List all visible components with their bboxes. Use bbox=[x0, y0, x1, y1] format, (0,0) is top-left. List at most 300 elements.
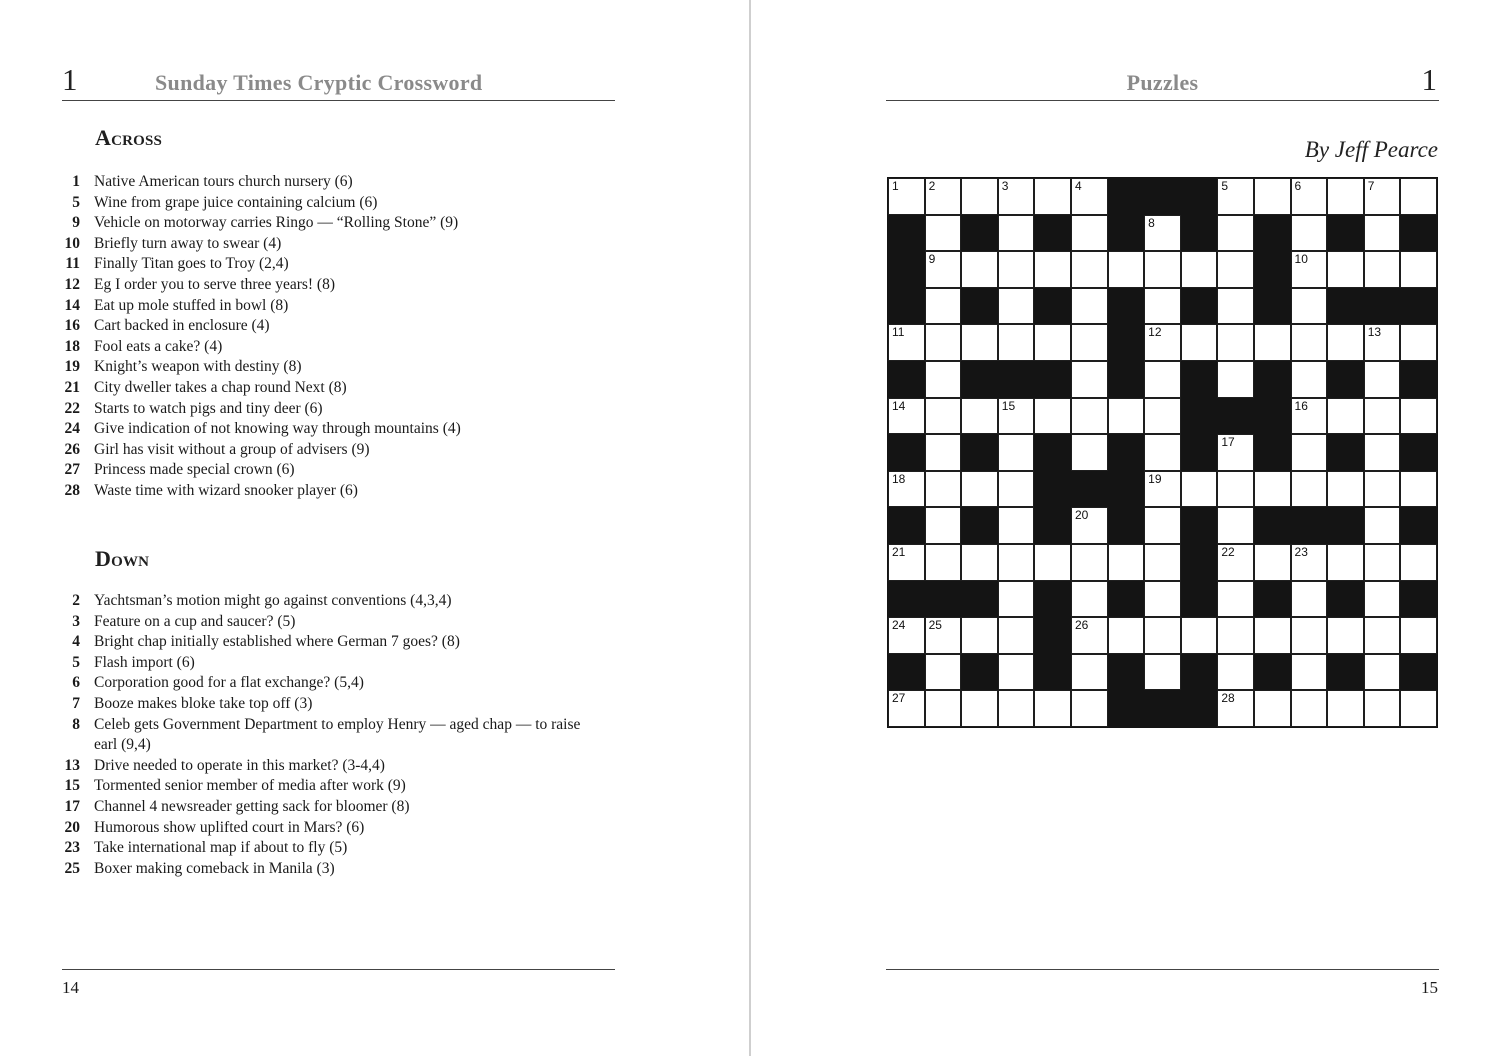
clue-text: Corporation good for a flat exchange? (5,4) bbox=[94, 674, 364, 692]
clue-text: Tormented senior member of media after work (9) bbox=[94, 777, 406, 795]
grid-block bbox=[1364, 288, 1401, 325]
grid-block bbox=[1034, 654, 1071, 691]
grid-cell[interactable] bbox=[1254, 617, 1291, 654]
clue-text: Yachtsman’s motion might go against conventions (4,3,4) bbox=[94, 592, 452, 609]
grid-block bbox=[1144, 690, 1181, 727]
grid-cell[interactable] bbox=[998, 178, 1035, 215]
grid-cell[interactable] bbox=[925, 434, 962, 471]
grid-block bbox=[1254, 581, 1291, 618]
grid-cell[interactable] bbox=[1291, 178, 1328, 215]
grid-block bbox=[1034, 581, 1071, 618]
grid-cell[interactable] bbox=[925, 324, 962, 361]
grid-cell[interactable] bbox=[925, 361, 962, 398]
cell-clue-number: 16 bbox=[1294, 398, 1308, 413]
grid-cell[interactable] bbox=[1144, 215, 1181, 252]
grid-cell[interactable] bbox=[998, 617, 1035, 654]
grid-cell[interactable] bbox=[1364, 361, 1401, 398]
grid-cell[interactable] bbox=[1034, 398, 1071, 435]
grid-block bbox=[1181, 288, 1218, 325]
grid-cell[interactable] bbox=[1217, 690, 1254, 727]
grid-block bbox=[1217, 398, 1254, 435]
grid-cell[interactable] bbox=[925, 288, 962, 325]
grid-cell[interactable] bbox=[1217, 324, 1254, 361]
clue-number: 22 bbox=[64, 399, 80, 417]
grid-cell[interactable] bbox=[1071, 507, 1108, 544]
clue-number: 13 bbox=[64, 756, 80, 774]
clue-number: 11 bbox=[65, 255, 80, 273]
grid-cell[interactable] bbox=[1071, 690, 1108, 727]
grid-cell[interactable] bbox=[925, 215, 962, 252]
grid-cell[interactable] bbox=[1327, 544, 1364, 581]
clue-number: 14 bbox=[64, 296, 80, 314]
grid-cell[interactable] bbox=[1254, 178, 1291, 215]
cell-clue-number: 22 bbox=[1221, 544, 1235, 559]
clue-number: 10 bbox=[64, 234, 80, 252]
grid-block bbox=[888, 434, 925, 471]
grid-cell[interactable] bbox=[1144, 251, 1181, 288]
clue-text: Celeb gets Government Department to employ Henry — aged chap — to raise earl (9,4) bbox=[94, 715, 581, 754]
grid-cell[interactable] bbox=[1071, 617, 1108, 654]
clue-number: 7 bbox=[72, 694, 80, 712]
grid-block bbox=[888, 581, 925, 618]
grid-block bbox=[1034, 434, 1071, 471]
cell-clue-number: 20 bbox=[1074, 508, 1089, 523]
cell-clue-number: 14 bbox=[892, 398, 906, 413]
grid-cell[interactable] bbox=[1144, 471, 1181, 508]
cell-clue-number: 10 bbox=[1294, 252, 1308, 267]
grid-cell[interactable] bbox=[1291, 324, 1328, 361]
grid-block bbox=[1108, 434, 1145, 471]
grid-cell[interactable] bbox=[1034, 178, 1071, 215]
clue-item bbox=[62, 694, 602, 715]
cell-clue-number: 2 bbox=[928, 179, 936, 193]
grid-cell[interactable] bbox=[998, 324, 1035, 361]
clue-number: 27 bbox=[64, 461, 80, 479]
grid-cell[interactable] bbox=[1217, 654, 1254, 691]
grid-cell[interactable] bbox=[1108, 617, 1145, 654]
grid-cell[interactable] bbox=[925, 617, 962, 654]
grid-cell[interactable] bbox=[998, 654, 1035, 691]
grid-cell[interactable] bbox=[1400, 324, 1437, 361]
clue-text: Princess made special crown (6) bbox=[94, 461, 295, 479]
grid-cell[interactable] bbox=[925, 251, 962, 288]
clue-item bbox=[62, 296, 602, 317]
grid-cell[interactable] bbox=[1254, 544, 1291, 581]
grid-cell[interactable] bbox=[1364, 617, 1401, 654]
clue-number: 19 bbox=[64, 358, 80, 376]
grid-cell[interactable] bbox=[1181, 617, 1218, 654]
grid-cell[interactable] bbox=[1291, 288, 1328, 325]
grid-block bbox=[1108, 654, 1145, 691]
grid-cell[interactable] bbox=[1327, 617, 1364, 654]
grid-cell[interactable] bbox=[1217, 215, 1254, 252]
grid-cell[interactable] bbox=[1291, 215, 1328, 252]
grid-cell[interactable] bbox=[1181, 251, 1218, 288]
setter-byline: By Jeff Pearce bbox=[1304, 137, 1438, 162]
grid-block bbox=[1181, 434, 1218, 471]
grid-block bbox=[888, 507, 925, 544]
grid-block bbox=[1327, 215, 1364, 252]
grid-cell[interactable] bbox=[1400, 690, 1437, 727]
grid-cell[interactable] bbox=[888, 471, 925, 508]
grid-cell[interactable] bbox=[1217, 471, 1254, 508]
clue-text: Knight’s weapon with destiny (8) bbox=[94, 358, 302, 376]
clue-text: Finally Titan goes to Troy (2,4) bbox=[94, 255, 289, 273]
grid-cell[interactable] bbox=[1364, 178, 1401, 215]
cell-clue-number: 6 bbox=[1294, 179, 1302, 193]
grid-block bbox=[1254, 434, 1291, 471]
grid-block bbox=[1108, 471, 1145, 508]
grid-cell[interactable] bbox=[998, 507, 1035, 544]
clue-text: Eg I order you to serve three years! (8) bbox=[94, 275, 336, 293]
clue-item bbox=[62, 172, 602, 193]
grid-block bbox=[961, 288, 998, 325]
grid-cell[interactable] bbox=[1144, 324, 1181, 361]
grid-block bbox=[1400, 215, 1437, 252]
cell-clue-number: 15 bbox=[1001, 398, 1016, 413]
grid-cell[interactable] bbox=[961, 471, 998, 508]
grid-cell[interactable] bbox=[1400, 471, 1437, 508]
clue-text: City dweller takes a chap round Next (8) bbox=[94, 378, 347, 396]
grid-cell[interactable] bbox=[1400, 617, 1437, 654]
grid-block bbox=[961, 507, 998, 544]
grid-cell[interactable] bbox=[1364, 654, 1401, 691]
clue-text: Give indication of not knowing way through mountains (4) bbox=[94, 420, 461, 438]
grid-block bbox=[888, 251, 925, 288]
grid-block bbox=[925, 581, 962, 618]
cell-clue-number: 27 bbox=[892, 691, 906, 706]
grid-cell[interactable] bbox=[998, 581, 1035, 618]
clue-item bbox=[62, 612, 602, 633]
grid-cell[interactable] bbox=[961, 690, 998, 727]
clue-number: 17 bbox=[64, 797, 80, 815]
grid-block bbox=[1108, 690, 1145, 727]
grid-cell[interactable] bbox=[1291, 581, 1328, 618]
clue-text: Briefly turn away to swear (4) bbox=[94, 234, 282, 252]
running-head-title: Sunday Times Cryptic Crossword bbox=[155, 70, 483, 95]
grid-cell[interactable] bbox=[925, 690, 962, 727]
cell-clue-number: 12 bbox=[1148, 325, 1162, 340]
grid-cell[interactable] bbox=[961, 617, 998, 654]
clue-text: Fool eats a cake? (4) bbox=[94, 337, 223, 355]
grid-cell[interactable] bbox=[1144, 398, 1181, 435]
clue-text: Wine from grape juice containing calcium (6) bbox=[94, 193, 378, 211]
grid-cell[interactable] bbox=[1364, 215, 1401, 252]
clue-item bbox=[62, 859, 602, 880]
grid-cell[interactable] bbox=[1217, 434, 1254, 471]
clue-item bbox=[62, 653, 602, 674]
clue-item bbox=[62, 673, 602, 694]
grid-cell[interactable] bbox=[1034, 251, 1071, 288]
grid-cell[interactable] bbox=[925, 507, 962, 544]
clue-number: 3 bbox=[72, 612, 80, 630]
grid-cell[interactable] bbox=[998, 434, 1035, 471]
clue-number: 21 bbox=[64, 378, 80, 396]
clue-number: 18 bbox=[64, 337, 80, 355]
grid-block bbox=[1144, 178, 1181, 215]
grid-cell[interactable] bbox=[1144, 361, 1181, 398]
grid-cell[interactable] bbox=[1071, 398, 1108, 435]
across-clue-list bbox=[62, 172, 602, 502]
across-heading: Across bbox=[95, 125, 163, 150]
grid-cell[interactable] bbox=[998, 398, 1035, 435]
grid-cell[interactable] bbox=[1144, 581, 1181, 618]
clue-number: 6 bbox=[72, 674, 80, 692]
grid-cell[interactable] bbox=[1217, 288, 1254, 325]
grid-block bbox=[1181, 654, 1218, 691]
cell-clue-number: 7 bbox=[1367, 179, 1375, 193]
grid-cell[interactable] bbox=[1291, 690, 1328, 727]
footer-rule bbox=[62, 969, 615, 970]
grid-block bbox=[1181, 581, 1218, 618]
grid-block bbox=[1108, 361, 1145, 398]
grid-cell[interactable] bbox=[1291, 654, 1328, 691]
grid-cell[interactable] bbox=[1108, 398, 1145, 435]
clue-item bbox=[62, 337, 602, 358]
grid-block bbox=[1108, 507, 1145, 544]
grid-cell[interactable] bbox=[1217, 617, 1254, 654]
grid-cell[interactable] bbox=[888, 178, 925, 215]
grid-block bbox=[961, 654, 998, 691]
cell-clue-number: 3 bbox=[1001, 179, 1009, 193]
grid-cell[interactable] bbox=[1071, 434, 1108, 471]
clue-number: 28 bbox=[64, 481, 80, 499]
grid-cell[interactable] bbox=[1217, 544, 1254, 581]
clue-item bbox=[62, 481, 602, 502]
grid-cell[interactable] bbox=[961, 398, 998, 435]
grid-block bbox=[1254, 398, 1291, 435]
grid-cell[interactable] bbox=[925, 654, 962, 691]
running-head-title: Puzzles bbox=[1126, 70, 1199, 95]
grid-cell[interactable] bbox=[998, 288, 1035, 325]
grid-block bbox=[1400, 434, 1437, 471]
grid-cell[interactable] bbox=[1034, 324, 1071, 361]
grid-block bbox=[1291, 507, 1328, 544]
grid-cell[interactable] bbox=[1327, 324, 1364, 361]
grid-block bbox=[1400, 581, 1437, 618]
grid-cell[interactable] bbox=[888, 690, 925, 727]
grid-cell[interactable] bbox=[1327, 398, 1364, 435]
down-clue-list bbox=[62, 591, 602, 879]
grid-cell[interactable] bbox=[1364, 251, 1401, 288]
clue-number: 4 bbox=[72, 633, 80, 651]
grid-block bbox=[1254, 215, 1291, 252]
grid-cell[interactable] bbox=[998, 471, 1035, 508]
grid-cell[interactable] bbox=[961, 324, 998, 361]
cell-clue-number: 25 bbox=[928, 618, 942, 633]
grid-cell[interactable] bbox=[998, 215, 1035, 252]
clue-text: Eat up mole stuffed in bowl (8) bbox=[94, 296, 289, 314]
grid-block bbox=[888, 654, 925, 691]
grid-cell[interactable] bbox=[1144, 617, 1181, 654]
grid-cell[interactable] bbox=[1181, 324, 1218, 361]
grid-block bbox=[1034, 361, 1071, 398]
grid-cell[interactable] bbox=[888, 398, 925, 435]
grid-block bbox=[1071, 471, 1108, 508]
puzzle-number: 1 bbox=[1421, 62, 1437, 97]
cell-clue-number: 23 bbox=[1294, 544, 1308, 559]
grid-cell[interactable] bbox=[925, 544, 962, 581]
grid-block bbox=[1108, 215, 1145, 252]
clue-item bbox=[62, 756, 602, 777]
grid-cell[interactable] bbox=[1364, 507, 1401, 544]
grid-block bbox=[1108, 324, 1145, 361]
grid-cell[interactable] bbox=[961, 178, 998, 215]
grid-cell[interactable] bbox=[1291, 361, 1328, 398]
grid-block bbox=[961, 434, 998, 471]
clue-item bbox=[62, 378, 602, 399]
grid-cell[interactable] bbox=[1071, 288, 1108, 325]
grid-cell[interactable] bbox=[925, 471, 962, 508]
grid-block bbox=[1181, 178, 1218, 215]
grid-cell[interactable] bbox=[1400, 398, 1437, 435]
clue-number: 9 bbox=[72, 214, 80, 232]
grid-cell[interactable] bbox=[1144, 434, 1181, 471]
clue-item bbox=[62, 357, 602, 378]
clue-text: Take international map if about to fly (5) bbox=[94, 839, 348, 857]
clue-item bbox=[62, 440, 602, 461]
grid-block bbox=[1254, 251, 1291, 288]
grid-cell[interactable] bbox=[1327, 251, 1364, 288]
grid-block bbox=[961, 215, 998, 252]
grid-cell[interactable] bbox=[888, 544, 925, 581]
grid-block bbox=[1327, 361, 1364, 398]
grid-cell[interactable] bbox=[1364, 471, 1401, 508]
grid-cell[interactable] bbox=[1400, 544, 1437, 581]
grid-cell[interactable] bbox=[961, 544, 998, 581]
grid-cell[interactable] bbox=[1291, 544, 1328, 581]
clue-item bbox=[62, 193, 602, 214]
grid-cell[interactable] bbox=[1364, 544, 1401, 581]
grid-cell[interactable] bbox=[1217, 507, 1254, 544]
grid-cell[interactable] bbox=[1291, 251, 1328, 288]
clue-item bbox=[62, 234, 602, 255]
cell-clue-number: 9 bbox=[928, 252, 936, 267]
grid-cell[interactable] bbox=[1364, 690, 1401, 727]
grid-cell[interactable] bbox=[1217, 361, 1254, 398]
grid-cell[interactable] bbox=[1291, 398, 1328, 435]
grid-cell[interactable] bbox=[925, 398, 962, 435]
clue-text: Starts to watch pigs and tiny deer (6) bbox=[94, 399, 323, 417]
grid-cell[interactable] bbox=[925, 178, 962, 215]
cell-clue-number: 17 bbox=[1221, 435, 1235, 450]
grid-cell[interactable] bbox=[1034, 690, 1071, 727]
clue-item bbox=[62, 838, 602, 859]
clue-text: Feature on a cup and saucer? (5) bbox=[94, 612, 296, 630]
grid-cell[interactable] bbox=[1034, 544, 1071, 581]
clue-number: 23 bbox=[64, 839, 80, 857]
grid-cell[interactable] bbox=[961, 251, 998, 288]
grid-cell[interactable] bbox=[1364, 398, 1401, 435]
grid-cell[interactable] bbox=[1144, 288, 1181, 325]
grid-cell[interactable] bbox=[1291, 434, 1328, 471]
clue-text: Booze makes bloke take top off (3) bbox=[94, 694, 313, 712]
grid-cell[interactable] bbox=[1217, 178, 1254, 215]
page-number: 14 bbox=[62, 978, 79, 997]
grid-cell[interactable] bbox=[1071, 178, 1108, 215]
clue-text: Channel 4 newsreader getting sack for bloomer (8) bbox=[94, 797, 410, 815]
footer-rule bbox=[886, 969, 1439, 970]
grid-block bbox=[1254, 654, 1291, 691]
grid-block bbox=[1181, 215, 1218, 252]
grid-cell[interactable] bbox=[998, 544, 1035, 581]
grid-cell[interactable] bbox=[1144, 654, 1181, 691]
grid-block bbox=[1400, 507, 1437, 544]
grid-cell[interactable] bbox=[1400, 178, 1437, 215]
grid-cell[interactable] bbox=[1071, 215, 1108, 252]
cell-clue-number: 5 bbox=[1221, 179, 1229, 193]
clue-text: Humorous show uplifted court in Mars? (6) bbox=[94, 818, 365, 836]
running-head bbox=[886, 62, 1439, 101]
grid-cell[interactable] bbox=[1071, 654, 1108, 691]
clue-item bbox=[62, 632, 602, 653]
grid-cell[interactable] bbox=[1217, 581, 1254, 618]
left-page bbox=[0, 0, 749, 1056]
grid-cell[interactable] bbox=[1217, 251, 1254, 288]
grid-cell[interactable] bbox=[1327, 178, 1364, 215]
grid-block bbox=[888, 288, 925, 325]
grid-cell[interactable] bbox=[888, 617, 925, 654]
grid-cell[interactable] bbox=[1254, 690, 1291, 727]
cell-clue-number: 8 bbox=[1148, 215, 1155, 230]
grid-cell[interactable] bbox=[1364, 324, 1401, 361]
grid-cell[interactable] bbox=[1071, 251, 1108, 288]
grid-cell[interactable] bbox=[998, 251, 1035, 288]
grid-cell[interactable] bbox=[1144, 507, 1181, 544]
grid-cell[interactable] bbox=[1071, 361, 1108, 398]
grid-cell[interactable] bbox=[1291, 617, 1328, 654]
grid-block bbox=[961, 361, 998, 398]
grid-cell[interactable] bbox=[888, 324, 925, 361]
running-head bbox=[62, 62, 615, 101]
grid-cell[interactable] bbox=[1108, 251, 1145, 288]
clue-number: 16 bbox=[64, 317, 80, 335]
grid-cell[interactable] bbox=[1071, 544, 1108, 581]
clue-text: Flash import (6) bbox=[94, 653, 195, 671]
puzzle-number: 1 bbox=[62, 62, 78, 97]
clue-number: 5 bbox=[72, 193, 80, 211]
grid-block bbox=[1400, 361, 1437, 398]
grid-cell[interactable] bbox=[1254, 324, 1291, 361]
grid-cell[interactable] bbox=[1327, 690, 1364, 727]
grid-cell[interactable] bbox=[1144, 544, 1181, 581]
clue-number: 1 bbox=[72, 173, 80, 190]
clue-text: Boxer making comeback in Manila (3) bbox=[94, 859, 335, 877]
grid-cell[interactable] bbox=[1108, 544, 1145, 581]
cell-clue-number: 19 bbox=[1148, 471, 1162, 486]
clue-item bbox=[62, 591, 602, 612]
grid-cell[interactable] bbox=[1291, 471, 1328, 508]
clue-number: 25 bbox=[64, 859, 80, 877]
clue-text: Vehicle on motorway carries Ringo — “Rolling Stone” (9) bbox=[94, 214, 459, 232]
grid-cell[interactable] bbox=[998, 690, 1035, 727]
cell-clue-number: 1 bbox=[892, 179, 899, 193]
cell-clue-number: 21 bbox=[892, 544, 906, 559]
grid-cell[interactable] bbox=[1071, 324, 1108, 361]
grid-block bbox=[1034, 215, 1071, 252]
grid-block bbox=[1327, 288, 1364, 325]
grid-cell[interactable] bbox=[1327, 471, 1364, 508]
grid-block bbox=[1254, 288, 1291, 325]
grid-cell[interactable] bbox=[1400, 251, 1437, 288]
grid-cell[interactable] bbox=[1071, 581, 1108, 618]
grid-cell[interactable] bbox=[1254, 471, 1291, 508]
grid-cell[interactable] bbox=[1181, 471, 1218, 508]
grid-cell[interactable] bbox=[1364, 434, 1401, 471]
grid-block bbox=[1327, 581, 1364, 618]
cell-clue-number: 4 bbox=[1074, 179, 1082, 193]
grid-cell[interactable] bbox=[1364, 581, 1401, 618]
